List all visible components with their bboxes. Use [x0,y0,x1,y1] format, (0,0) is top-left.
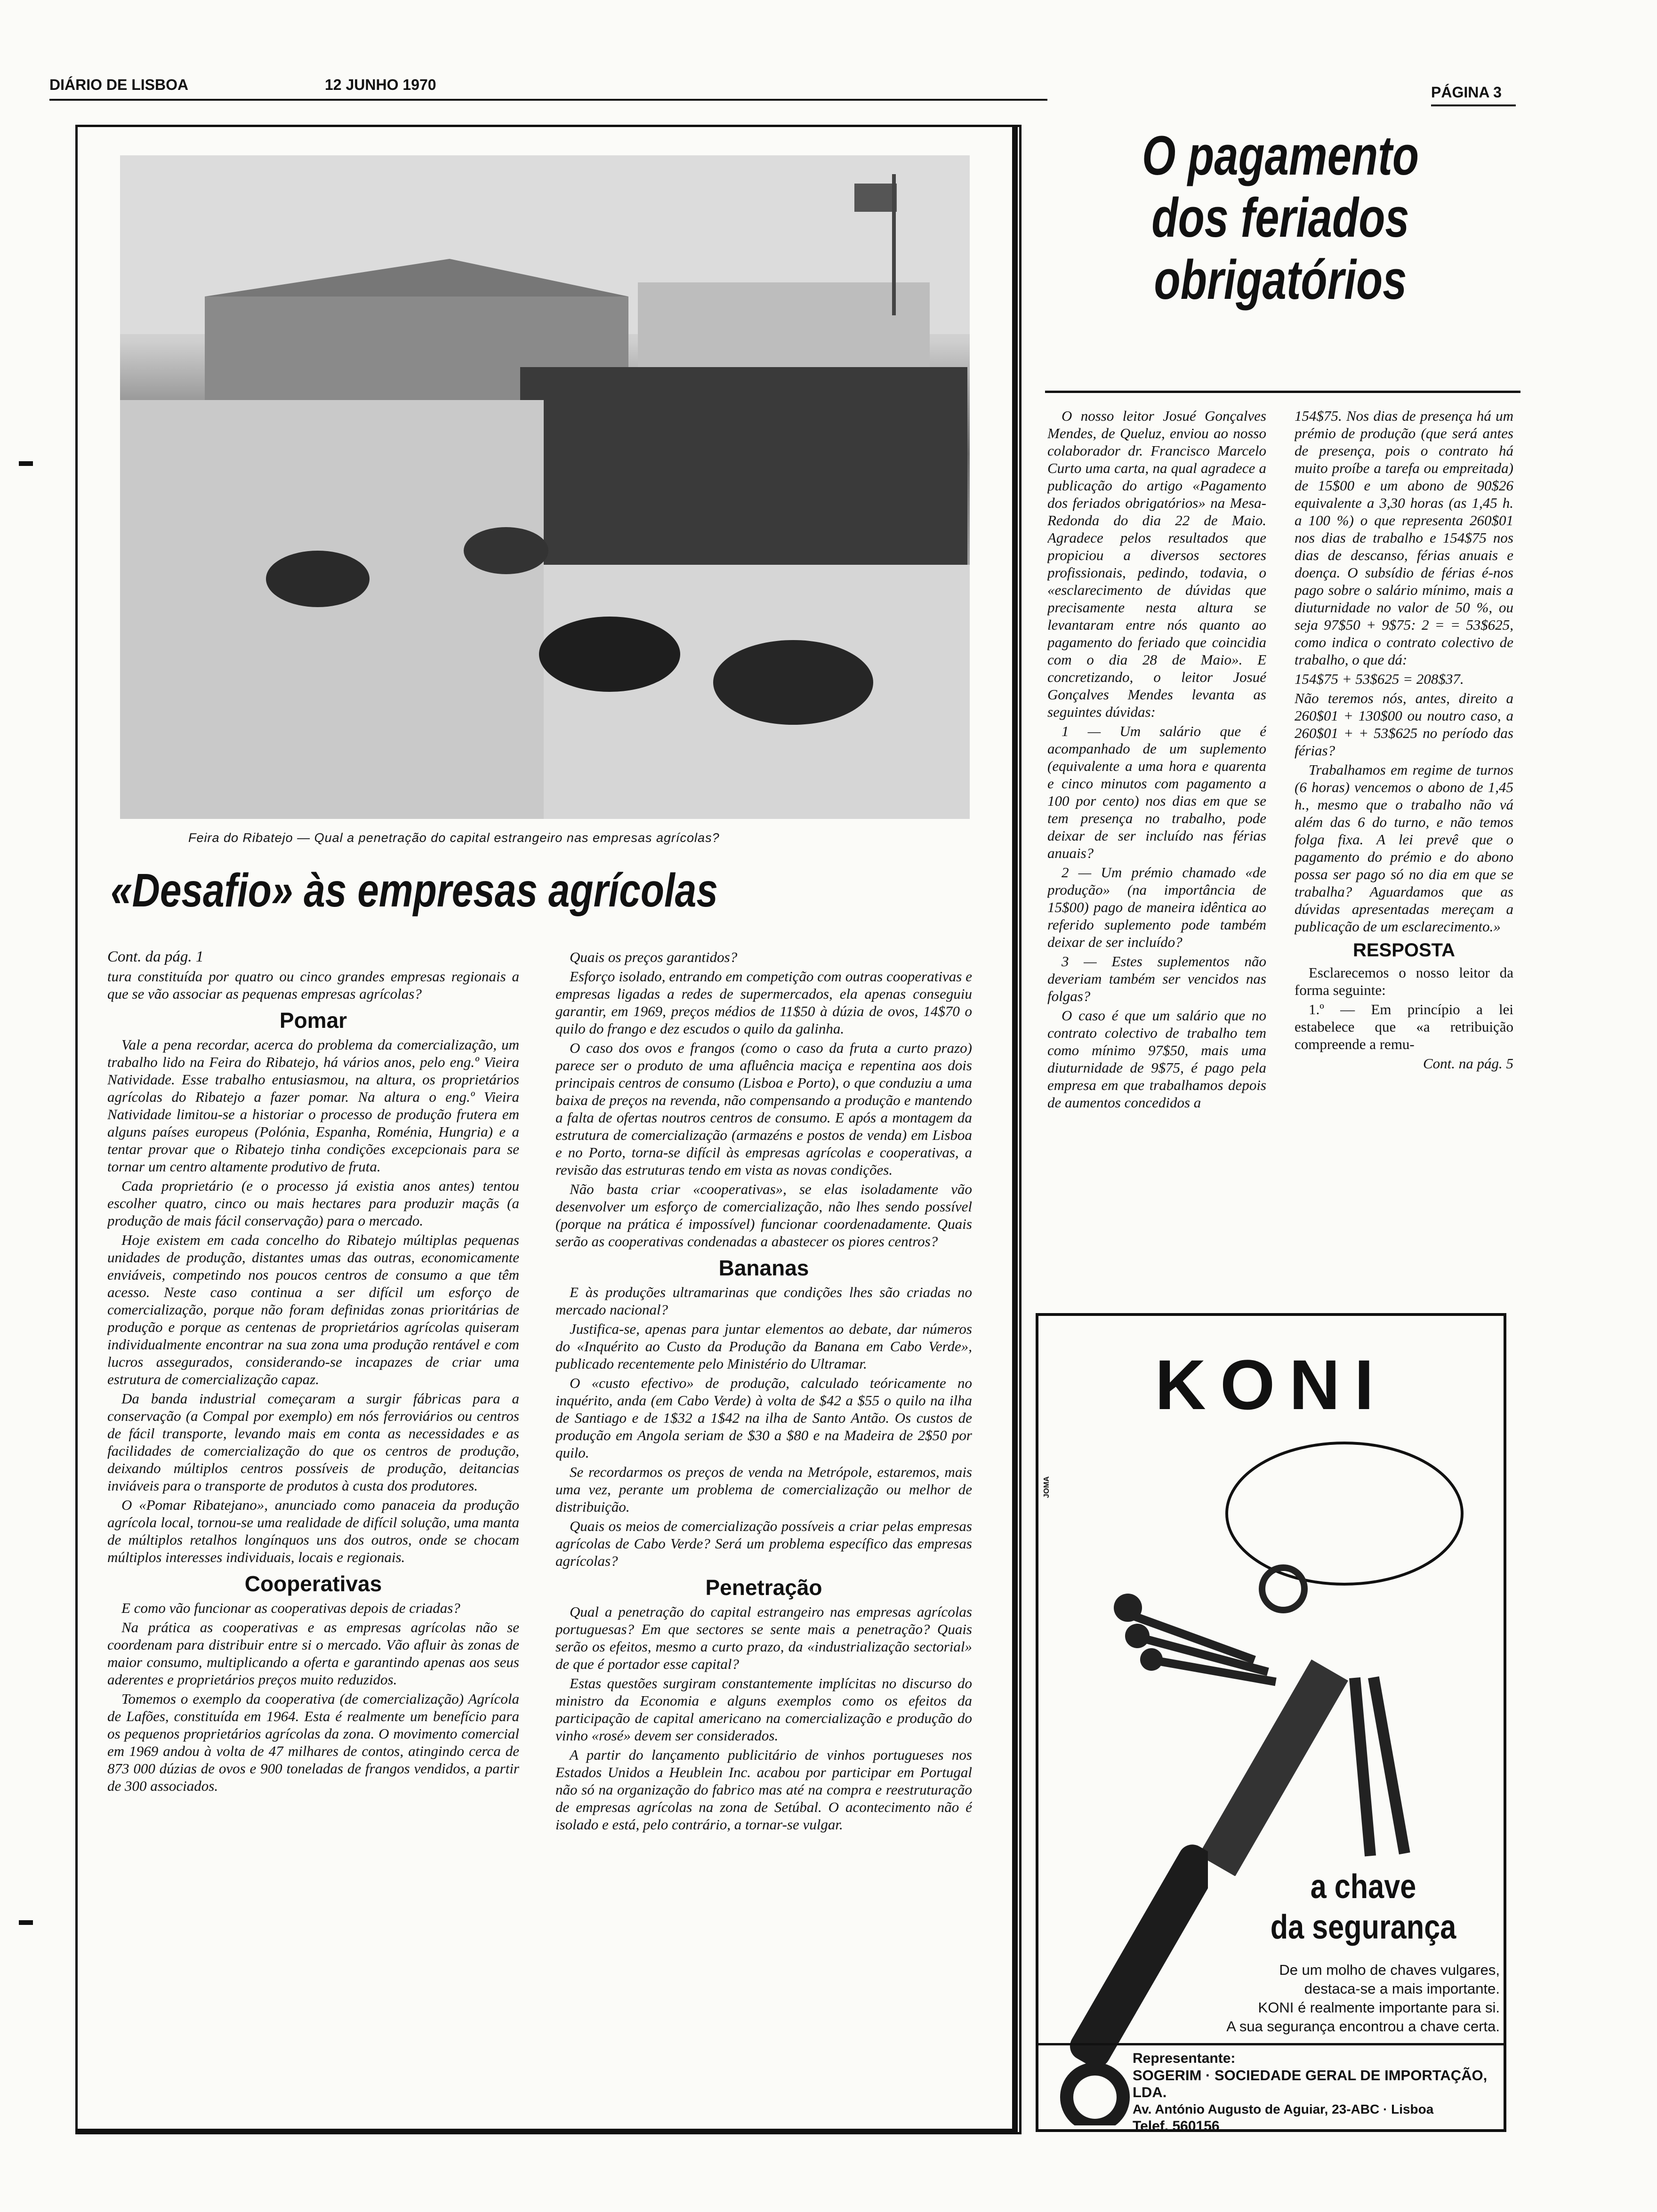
advert-tagline [1247,1867,1480,1948]
paragraph: 2 — Um prémio chamado «de produção» (na importância de 15$00) pago de maneira idêntica ao referido suplemento pode também deixar de ser incluído? [1047,864,1266,950]
advert-divider [1038,2043,1504,2045]
subhead-cooperativas: Cooperativas [244,1571,382,1596]
advert-body [1180,1961,1500,2036]
headline-line: obrigatórios [1154,249,1407,311]
fair-scene-illustration [120,155,970,819]
paragraph: Da banda industrial começaram a surgir fábricas para a conservação (a Compal por exemplo) em nós ferroviários ou centros de fácil transporte, levando mais em conta as necessidades e as facilidades de comercialização do que os centros de produção, deixando múltiplos centros possíveis de produção, deitancias inviáveis para o transporte de produtos à custa dos produtores. [107,1390,519,1494]
header-rule [49,99,1047,101]
paragraph: E às produções ultramarinas que condições lhes são criadas no mercado nacional? [555,1284,972,1318]
paragraph: Trabalhamos em regime de turnos (6 horas) vencemos o abono de 1,45 h., mesmo que o trabalho não vá além das 6 do turno, e não temos folga fixa. A lei prevê que o pagamento do prémio e do abono possa ser pago só no dia em que se trabalha? Aguardamos que as dúvidas apresentadas mereçam a publicação de um esclarecimento.» [1295,761,1513,935]
margin-mark [19,1920,33,1925]
paragraph: 1.º — Em princípio a lei estabelece que «a retribuição compreende a remu- [1295,1001,1513,1052]
paragraph: Vale a pena recordar, acerca do problema da comercialização, um trabalho lido na Feira do Ribatejo, há vários anos, pelo eng.º Vieira Natividade. Esse trabalho entusiasmou, na altura, os proprietários agrícolas do Ribatejo a fazer pomar. Na altura o eng.º Vieira Natividade limitou-se a historiar o processo de produção frutera em alguns países europeus (Polónia, Espanha, Roménia, Hungria) e a tentar provar que o Ribatejo tinha condições excepcionais para se tornar um centro altamente produtivo de fruta. [107,1036,519,1175]
paragraph: O caso dos ovos e frangos (como o caso da fruta a curto prazo) parece ser o produto de uma afluência maciça e repentina aos dois principais centros de consumo (Lisboa e Porto), o que conduziu a uma baixa de preços na revenda, não compensando a produção e mantendo a falta de ofertas noutros centros de consumo. E após a montagem da estrutura de comercialização (armazéns e postos de venda) em Lisboa e no Porto, torna-se difícil às empresas agrícolas e cooperativas, a revisão das estruturas tendo em vista as novas condições. [555,1040,972,1178]
paragraph: Quais os preços garantidos? [570,949,738,965]
reader-letter-column-1 [1047,407,1266,1278]
advert-brand: KONI [1155,1345,1388,1424]
paragraph: Tomemos o exemplo da cooperativa (de comercialização) Agrícola de Lafões, constituída em 1964. Esta é realmente um benefício para os pequenos proprietários agrícolas da zona. O movimento comercial em 1969 andou à volta de 47 milhares de contos, atingindo cerca de 873 000 dúzias de ovos e 900 toneladas de frangos vendidos, a partir de 300 associados. [107,1691,519,1794]
reader-letter-column-2 [1295,407,1513,1278]
newspaper-name: DIÁRIO DE LISBOA [49,76,189,93]
key-ring-illustration [1067,1434,1481,1876]
paragraph: Se recordarmos os preços de venda na Metrópole, estaremos, mais uma vez, perante um problema de comercialização ou melhor de distribuição. [555,1464,972,1515]
frame-shadow-bottom [75,2129,1018,2134]
tagline-line: a chave [1310,1868,1416,1906]
right-headline-rule [1045,391,1520,393]
continued-on: Cont. na pág. 5 [1423,1055,1513,1072]
headline-line: O pagamento [1142,125,1419,187]
headline-line: dos feriados [1151,187,1409,249]
story-column-2 [555,948,972,2123]
left-headline: «Desafio» às empresas agrícolas [111,864,718,917]
representative-label: Representante: [1133,2051,1236,2066]
paragraph: Qual a penetração do capital estrangeiro nas empresas agrícolas portuguesas? Em que sectores se sente mais a penetração? Quais serão os efeitos, mesmo a curto prazo, da «industrialização sectorial» de que é portador esse capital? [555,1603,972,1672]
advert-body-line: destaca-se a mais importante. [1304,1980,1500,1997]
margin-mark [19,461,33,466]
paragraph: 154$75. Nos dias de presença há um prémio de produção (que será antes de presença, pois o contrato há muito proíbe a tarefa ou empreitada) de 15$00 e um abono de 90$26 equivalente a 3,30 horas (as 1,45 h. a 100 %) o que representa 260$01 nos dias de trabalho e 154$75 nos dias de descanso, férias anuais e doença. O subsídio de férias é-nos pago sobre o salário mínimo, mais a diuturnidade no valor de 50 %, ou seja 97$50 + 9$75: 2 = = 53$625, como indica o contrato colectivo de trabalho, o que dá: [1295,408,1513,668]
paragraph: Na prática as cooperativas e as empresas agrícolas não se coordenam para distribuir entre si o mercado. Vão afluir às zonas de maior consumo, multiplicando a oferta e garantindo apenas aos seus aderentes e proprietários preços muito reduzidos. [107,1619,519,1688]
photo-caption: Feira do Ribatejo — Qual a penetração do capital estrangeiro nas empresas agrícolas? [188,831,720,845]
frame-shadow-right [1012,125,1018,2134]
paragraph: Hoje existem em cada concelho do Ribatejo múltiplas pequenas unidades de produção, distantes umas das outras, economicamente enviáveis, competindo nos poucos centros de consumo a que têm acesso. Neste caso continua a ser difícil um esforço de comercialização, porque não foram definidas zonas prioritárias de produção e porque as centenas de proprietários agrícolas quiseram individualmente encontrar na sua zona uma produção rentável e com lucros assegurados, considerando-se incapazes de criar uma estrutura de comercialização capaz. [107,1232,519,1387]
advert-body-line: De um molho de chaves vulgares, [1279,1962,1500,1978]
subhead-bananas: Bananas [718,1256,809,1280]
resposta-heading: RESPOSTA [1352,940,1456,961]
representative-phone: Telef. 560156 [1133,2118,1220,2134]
paragraph: 1 — Um salário que é acompanhado de um suplemento (equivalente a uma hora e quarenta e cinco minutos com pagamento a 100 por cento) nos dias em que se tem presença no trabalho, pode deixar de ser incluído nas férias anuais? [1047,723,1266,861]
issue-date: 12 JUNHO 1970 [325,76,436,93]
paragraph: O «Pomar Ribatejano», anunciado como panaceia da produção agrícola local, tornou-se uma realidade de difícil solução, uma manta de múltiplos retalhos longínquos uns dos outros, onde se chocam múltiplos interesses individuais, locais e regionais. [107,1497,519,1565]
paragraph: O caso é que um salário que no contrato colectivo de trabalho tem como mínimo 97$50, mais uma diuturnidade de 9$75, é pago pela empresa em que trabalhamos depois de aumentos concedidos a [1047,1007,1266,1111]
subhead-pomar: Pomar [279,1008,347,1033]
paragraph: Justifica-se, apenas para juntar elementos ao debate, dar números do «Inquérito ao Custo da Produção da Banana em Cabo Verde», publicado recentemente pelo Ministério do Ultramar. [555,1321,972,1372]
paragraph: E como vão funcionar as cooperativas depois de criadas? [121,1600,460,1616]
paragraph: Não teremos nós, antes, direito a 260$01 + 130$00 ou noutro caso, a 260$01 + + 53$625 no período das férias? [1295,690,1513,759]
koni-advert [1036,1313,1506,2132]
representative-name: SOGERIM · SOCIEDADE GERAL DE IMPORTAÇÃO, LDA. [1133,2067,1488,2100]
paragraph: Quais os meios de comercialização possíveis a criar pelas empresas agrícolas de Cabo Verde? Será um problema específico das empresas agrícolas? [555,1518,972,1569]
artist-mark: JOMA [1043,1476,1051,1498]
paragraph: Não basta criar «cooperativas», se elas isoladamente vão desenvolver um esforço de comercialização, não lhes sendo possível (porque na prática é impossível) funcionar coordenadamente. Quais serão as cooperativas condenadas a abastecer os piores centros? [555,1181,972,1250]
advert-representative [1133,2050,1500,2135]
paragraph: 3 — Estes suplementos não deveriam também ser vencidos nas folgas? [1047,953,1266,1004]
paragraph: O «custo efectivo» de produção, calculado teóricamente no inquérito, anda (em Cabo Verde) à volta de $42 a $55 o quilo na ilha de Santiago e de 1$32 a 1$42 na ilha de Santo Antão. Os custos de produção em Angola seriam de $30 a $80 e na Madeira de 2$50 por quilo. [555,1375,972,1461]
formula: 154$75 + 53$625 = 208$37. [1295,671,1464,687]
right-headline [1054,125,1506,311]
paragraph: A partir do lançamento publicitário de vinhos portugueses nos Estados Unidos a Heublein Inc. acabou por participar em Portugal não só na organização do fabrico mas até na compra e reestruturação de empresas agrícolas na zona de Setúbal. O acontecimento não é isolado e está, pelo contrário, a tornar-se vulgar. [555,1747,972,1833]
page-rule [1431,104,1516,106]
fair-photo [120,155,970,819]
paragraph: tura constituída por quatro ou cinco grandes empresas regionais a que se vão associar as pequenas empresas agrícolas? [107,968,519,1002]
paragraph: O nosso leitor Josué Gonçalves Mendes, de Queluz, enviou ao nosso colaborador dr. Francisco Marcelo Curto uma carta, na qual agradece a publicação do artigo «Pagamento dos feriados obrigatórios» na Mesa-Redonda do dia 22 de Maio. Agradece pelos resultados que propiciou a diversos sectores profissionais, pedindo, todavia, o «esclarecimento de dúvidas que precisamente nesta altura se levantaram entre nós quanto ao pagamento do feriado que coincidia com o dia 28 de Maio». E concretizando, o leitor Josué Gonçalves Mendes levanta as seguintes dúvidas: [1047,408,1266,720]
subhead-penetracao: Penetração [705,1575,822,1600]
paragraph: Esclarecemos o nosso leitor da forma seguinte: [1295,964,1513,998]
advert-body-line: KONI é realmente importante para si. [1258,1999,1500,2016]
tagline-line: da segurança [1270,1908,1456,1946]
advert-body-line: A sua segurança encontrou a chave certa. [1226,2018,1500,2035]
paragraph: Esforço isolado, entrando em competição com outras cooperativas e empresas ligadas a redes de supermercados, ela apenas conseguiu garantir, em 1969, preços médios de 11$50 à dúzia de ovos, 14$70 o quilo do frango e dez escudos o quilo da galinha. [555,968,972,1037]
page-number: PÁGINA 3 [1431,84,1502,101]
paragraph: Estas questões surgiram constantemente implícitas no discurso do ministro da Economia e alguns exemplos como os efeitos da participação de capital americano na comercialização e produção do vinho «rosé» devem ser considerados. [555,1675,972,1744]
paragraph: Cada proprietário (e o processo já existia anos antes) tentou escolher quatro, cinco ou mais hectares para produzir maçãs (a produção de mais fácil conservação) para o mercado. [107,1178,519,1229]
representative-address: Av. António Augusto de Aguiar, 23-ABC · Lisboa [1133,2102,1434,2116]
story-column-1 [107,948,519,2123]
continued-from: Cont. da pág. 1 [107,948,204,965]
